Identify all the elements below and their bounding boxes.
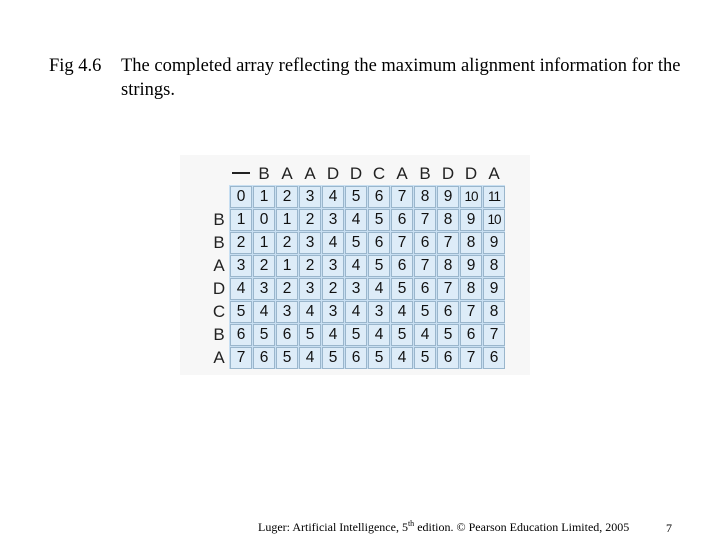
table-cell: 6 <box>253 347 275 369</box>
table-cell: 11 <box>483 186 505 208</box>
table-cell: 6 <box>230 324 252 346</box>
table-cell: 0 <box>253 209 275 231</box>
alignment-array-figure <box>180 155 530 375</box>
table-cell: 4 <box>299 301 321 323</box>
table-cell: 8 <box>460 232 482 254</box>
table-cell: 6 <box>276 324 298 346</box>
table-cell: 7 <box>391 232 413 254</box>
caption-text: The completed array reflecting the maximum alignment information for the strings. <box>121 56 681 100</box>
table-cell: 5 <box>368 255 390 277</box>
row-header: C <box>212 302 226 321</box>
table-cell: 8 <box>483 301 505 323</box>
table-cell: 5 <box>368 209 390 231</box>
footer-citation <box>258 519 629 535</box>
column-header: C <box>372 164 386 183</box>
table-cell: 6 <box>414 232 436 254</box>
table-cell: 0 <box>230 186 252 208</box>
table-cell: 2 <box>276 278 298 300</box>
table-cell: 3 <box>322 301 344 323</box>
table-cell: 8 <box>414 186 436 208</box>
table-cell: 5 <box>414 301 436 323</box>
figure-label: Fig 4.6 <box>49 56 102 76</box>
table-cell: 4 <box>322 232 344 254</box>
column-header: A <box>396 164 408 183</box>
corner-dash-icon <box>232 172 250 174</box>
table-cell: 3 <box>299 278 321 300</box>
table-cell: 4 <box>345 255 367 277</box>
table-cell: 5 <box>253 324 275 346</box>
column-header: D <box>349 164 363 183</box>
table-cell: 7 <box>414 255 436 277</box>
table-cell: 7 <box>460 347 482 369</box>
table-cell: 6 <box>460 324 482 346</box>
table-cell: 7 <box>391 186 413 208</box>
table-cell: 6 <box>391 209 413 231</box>
table-cell: 4 <box>299 347 321 369</box>
table-cell: 7 <box>230 347 252 369</box>
table-cell: 6 <box>368 232 390 254</box>
page-number: 7 <box>666 521 672 535</box>
table-cell: 6 <box>483 347 505 369</box>
column-header: D <box>464 164 478 183</box>
table-cell: 5 <box>345 324 367 346</box>
table-cell: 1 <box>276 255 298 277</box>
table-cell: 7 <box>460 301 482 323</box>
table-cell: 5 <box>437 324 459 346</box>
footer-superscript: th <box>407 519 415 528</box>
table-cell: 5 <box>276 347 298 369</box>
table-cell: 3 <box>345 278 367 300</box>
table-cell: 3 <box>299 232 321 254</box>
row-header: D <box>212 279 226 298</box>
table-cell: 6 <box>414 278 436 300</box>
table-cell: 5 <box>322 347 344 369</box>
footer-prefix: Luger: Artificial Intelligence, 5 <box>258 520 408 534</box>
row-header: B <box>213 325 225 344</box>
table-cell: 4 <box>368 278 390 300</box>
table-cell: 3 <box>276 301 298 323</box>
table-cell: 7 <box>414 209 436 231</box>
table-cell: 4 <box>322 324 344 346</box>
table-cell: 8 <box>460 278 482 300</box>
table-cell: 8 <box>437 209 459 231</box>
table-cell: 3 <box>253 278 275 300</box>
table-cell: 4 <box>345 209 367 231</box>
column-header: D <box>326 164 340 183</box>
table-cell: 2 <box>276 232 298 254</box>
table-cell: 2 <box>276 186 298 208</box>
table-cell: 6 <box>345 347 367 369</box>
table-cell: 1 <box>276 209 298 231</box>
table-cell: 6 <box>437 301 459 323</box>
table-cell: 10 <box>460 186 482 208</box>
table-cell: 8 <box>437 255 459 277</box>
row-header: A <box>213 348 225 367</box>
row-header: B <box>213 233 225 252</box>
table-cell: 5 <box>391 278 413 300</box>
table-cell: 4 <box>391 347 413 369</box>
table-cell: 6 <box>368 186 390 208</box>
table-cell: 4 <box>368 324 390 346</box>
table-cell: 1 <box>230 209 252 231</box>
table-cell: 7 <box>437 232 459 254</box>
table-cell: 1 <box>253 186 275 208</box>
row-header: B <box>213 210 225 229</box>
column-header: A <box>304 164 316 183</box>
table-cell: 2 <box>322 278 344 300</box>
column-header: A <box>281 164 293 183</box>
table-cell: 2 <box>299 255 321 277</box>
table-cell: 1 <box>253 232 275 254</box>
table-cell: 5 <box>414 347 436 369</box>
table-cell: 7 <box>483 324 505 346</box>
table-cell: 6 <box>437 347 459 369</box>
table-cell: 5 <box>345 232 367 254</box>
column-header: A <box>488 164 500 183</box>
table-cell: 2 <box>230 232 252 254</box>
table-cell: 5 <box>230 301 252 323</box>
row-header: A <box>213 256 225 275</box>
table-cell: 5 <box>368 347 390 369</box>
table-cell: 3 <box>322 255 344 277</box>
column-header: B <box>258 164 270 183</box>
table-cell: 5 <box>299 324 321 346</box>
footer-suffix: edition. © Pearson Education Limited, 2005 <box>414 520 630 534</box>
table-cell: 4 <box>345 301 367 323</box>
table-cell: 2 <box>253 255 275 277</box>
table-cell: 9 <box>437 186 459 208</box>
table-cell: 5 <box>391 324 413 346</box>
table-cell: 4 <box>414 324 436 346</box>
table-cell: 8 <box>483 255 505 277</box>
table-cell: 10 <box>483 209 505 231</box>
table-cell: 4 <box>230 278 252 300</box>
table-cell: 3 <box>299 186 321 208</box>
table-cell: 4 <box>253 301 275 323</box>
table-cell: 9 <box>460 255 482 277</box>
table-cell: 2 <box>299 209 321 231</box>
table-cell: 7 <box>437 278 459 300</box>
column-header: D <box>441 164 455 183</box>
table-cell: 3 <box>368 301 390 323</box>
table-cell: 4 <box>322 186 344 208</box>
column-header: B <box>419 164 431 183</box>
table-cell: 9 <box>460 209 482 231</box>
table-cell: 9 <box>483 232 505 254</box>
table-cell: 4 <box>391 301 413 323</box>
table-cell: 5 <box>345 186 367 208</box>
table-cell: 9 <box>483 278 505 300</box>
table-cell: 3 <box>322 209 344 231</box>
table-cell: 6 <box>391 255 413 277</box>
table-cell: 3 <box>230 255 252 277</box>
